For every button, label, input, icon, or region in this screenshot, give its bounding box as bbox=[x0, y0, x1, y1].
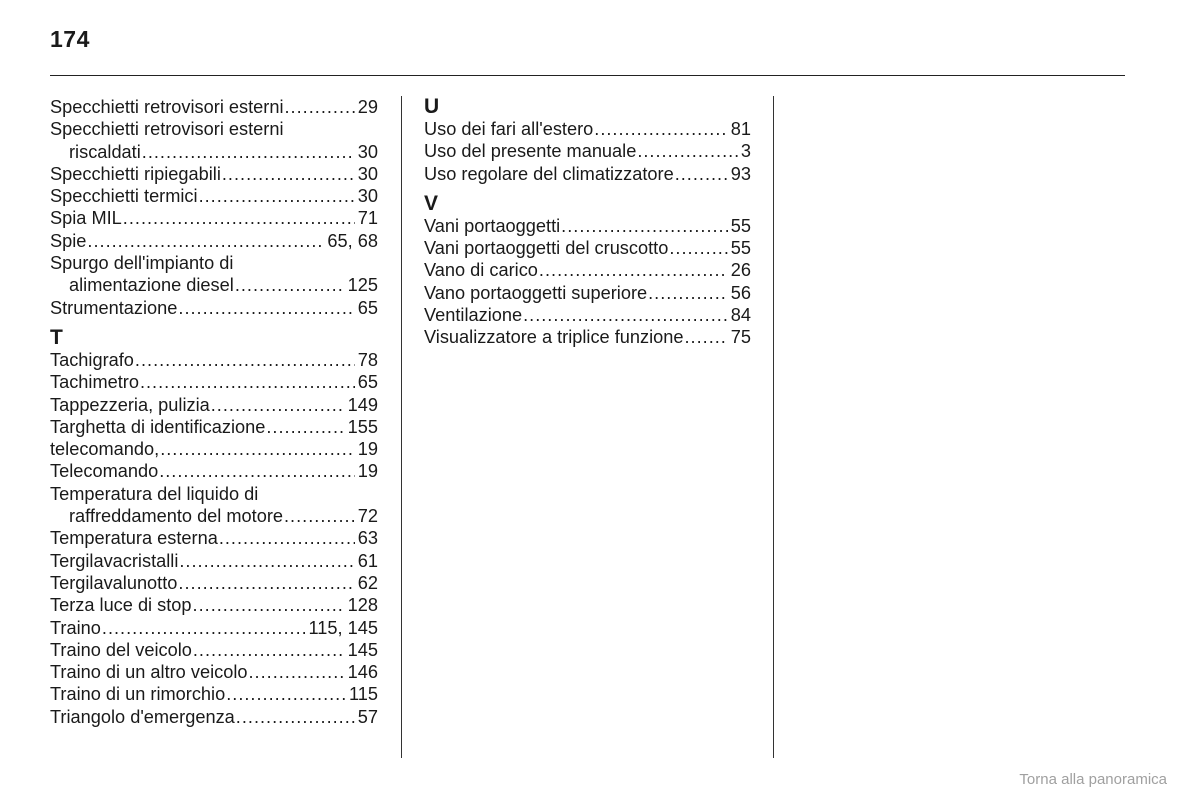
entry-page-number: 128 bbox=[347, 595, 378, 616]
dot-leader bbox=[285, 96, 355, 118]
entry-page-number: 30 bbox=[357, 186, 378, 207]
index-entry[interactable] bbox=[50, 460, 378, 482]
entry-term: Traino di un altro veicolo bbox=[50, 662, 248, 683]
back-to-overview-link[interactable]: Torna alla panoramica bbox=[1019, 771, 1167, 788]
entry-term: Terza luce di stop bbox=[50, 595, 192, 616]
entry-continuation-line bbox=[50, 141, 378, 163]
dot-leader bbox=[193, 594, 345, 616]
index-entry[interactable] bbox=[50, 185, 378, 207]
dot-leader bbox=[594, 118, 728, 140]
entry-page-number: 19 bbox=[357, 461, 378, 482]
index-entry[interactable] bbox=[424, 140, 751, 162]
dot-leader bbox=[222, 163, 355, 185]
index-entry[interactable] bbox=[424, 259, 751, 281]
entry-term: Tachigrafo bbox=[50, 349, 134, 370]
entry-page-number: 65, 68 bbox=[327, 230, 378, 251]
entry-page-number: 19 bbox=[357, 439, 378, 460]
entry-term: Ventilazione bbox=[424, 305, 523, 326]
entry-term: Vano di carico bbox=[424, 260, 538, 281]
index-entry[interactable] bbox=[50, 163, 378, 185]
index-entry[interactable] bbox=[50, 572, 378, 594]
entry-page-number: 57 bbox=[357, 706, 378, 727]
entry-term-continuation: alimentazione diesel bbox=[69, 275, 234, 296]
entry-page-number: 93 bbox=[730, 163, 751, 184]
entry-page-number: 81 bbox=[730, 119, 751, 139]
entry-page-number: 26 bbox=[730, 260, 751, 281]
dot-leader bbox=[87, 230, 324, 252]
entry-term: Uso regolare del climatizzatore bbox=[424, 163, 674, 184]
dot-leader bbox=[284, 505, 355, 527]
index-group-u bbox=[424, 118, 751, 185]
dot-leader bbox=[102, 617, 306, 639]
entry-continuation-line bbox=[50, 274, 378, 296]
entry-term: telecomando, bbox=[50, 439, 160, 460]
index-entry[interactable] bbox=[50, 349, 378, 371]
entry-page-number: 29 bbox=[357, 97, 378, 117]
dot-leader bbox=[199, 185, 355, 207]
entry-term: Spurgo dell'impianto di bbox=[50, 253, 234, 274]
entry-term: Specchietti retrovisori esterni bbox=[50, 97, 284, 117]
index-entry[interactable] bbox=[50, 527, 378, 549]
entry-term: Vani portaoggetti del cruscotto bbox=[424, 238, 669, 259]
index-entry[interactable] bbox=[50, 230, 378, 252]
index-entry[interactable] bbox=[50, 661, 378, 683]
entry-term: Specchietti termici bbox=[50, 186, 198, 207]
entry-page-number: 30 bbox=[357, 163, 378, 184]
dot-leader bbox=[193, 639, 345, 661]
entry-term: Spia MIL bbox=[50, 208, 122, 229]
entry-term: Vano portaoggetti superiore bbox=[424, 282, 648, 303]
entry-term-continuation: raffreddamento del motore bbox=[69, 506, 283, 527]
index-entry[interactable] bbox=[50, 483, 378, 528]
entry-term: Tergilavacristalli bbox=[50, 550, 179, 571]
index-group-s bbox=[50, 96, 378, 319]
index-letter-t: T bbox=[50, 325, 63, 349]
dot-leader bbox=[123, 207, 355, 229]
index-letter-u: U bbox=[424, 95, 440, 118]
index-entry[interactable] bbox=[50, 683, 378, 705]
index-group-v bbox=[424, 215, 751, 349]
entry-term: Tachimetro bbox=[50, 372, 139, 393]
entry-term: Traino bbox=[50, 617, 101, 638]
entry-page-number: 65 bbox=[357, 372, 378, 393]
entry-term: Uso dei fari all'estero bbox=[424, 119, 594, 139]
index-entry[interactable] bbox=[50, 394, 378, 416]
index-entry[interactable] bbox=[424, 118, 751, 140]
index-entry[interactable] bbox=[424, 282, 751, 304]
entry-term: Specchietti ripiegabili bbox=[50, 163, 221, 184]
index-entry[interactable] bbox=[50, 639, 378, 661]
entry-term: Spie bbox=[50, 230, 87, 251]
dot-leader bbox=[539, 259, 728, 281]
index-entry[interactable] bbox=[424, 304, 751, 326]
dot-leader bbox=[178, 572, 354, 594]
entry-page-number: 78 bbox=[357, 349, 378, 370]
dot-leader bbox=[523, 304, 728, 326]
entry-term: Vani portaoggetti bbox=[424, 215, 561, 236]
entry-term: Visualizzatore a triplice funzione bbox=[424, 327, 684, 348]
entry-page-number: 61 bbox=[357, 550, 378, 571]
dot-leader bbox=[211, 394, 345, 416]
entry-term: Tappezzeria, pulizia bbox=[50, 394, 210, 415]
dot-leader bbox=[178, 297, 354, 319]
entry-term: Targhetta di identificazione bbox=[50, 416, 266, 437]
dot-leader bbox=[561, 215, 728, 237]
index-entry[interactable] bbox=[50, 297, 378, 319]
index-entry[interactable] bbox=[50, 118, 378, 163]
entry-page-number: 55 bbox=[730, 238, 751, 259]
index-entry[interactable] bbox=[50, 371, 378, 393]
entry-page-number: 75 bbox=[730, 327, 751, 348]
dot-leader bbox=[248, 661, 344, 683]
dot-leader bbox=[266, 416, 344, 438]
dot-leader bbox=[684, 326, 727, 348]
dot-leader bbox=[179, 550, 354, 572]
dot-leader bbox=[226, 683, 346, 705]
index-entry[interactable] bbox=[50, 438, 378, 460]
entry-term: Tergilavalunotto bbox=[50, 572, 178, 593]
entry-term: Specchietti retrovisori esterni bbox=[50, 119, 284, 140]
entry-page-number: 56 bbox=[730, 282, 751, 303]
index-entry[interactable] bbox=[50, 550, 378, 572]
dot-leader bbox=[219, 527, 355, 549]
entry-page-number: 71 bbox=[357, 208, 378, 229]
dot-leader bbox=[235, 274, 345, 296]
entry-page-number: 125 bbox=[347, 275, 378, 296]
entry-page-number: 84 bbox=[730, 305, 751, 326]
entry-page-number: 72 bbox=[357, 506, 378, 527]
index-column-2 bbox=[424, 96, 751, 349]
dot-leader bbox=[648, 282, 728, 304]
index-group-t bbox=[50, 349, 378, 728]
entry-term: Triangolo d'emergenza bbox=[50, 706, 235, 727]
column-divider bbox=[401, 96, 402, 758]
dot-leader bbox=[135, 349, 355, 371]
entry-page-number: 3 bbox=[740, 141, 751, 162]
index-entry[interactable] bbox=[424, 326, 751, 348]
dot-leader bbox=[236, 706, 355, 728]
entry-term: Telecomando bbox=[50, 461, 159, 482]
dot-leader bbox=[637, 140, 738, 162]
entry-term: Uso del presente manuale bbox=[424, 141, 637, 162]
entry-page-number: 146 bbox=[347, 662, 378, 683]
entry-page-number: 149 bbox=[347, 394, 378, 415]
entry-page-number: 155 bbox=[347, 416, 378, 437]
index-entry[interactable] bbox=[50, 706, 378, 728]
dot-leader bbox=[669, 237, 727, 259]
entry-page-number: 63 bbox=[357, 528, 378, 549]
entry-term: Traino del veicolo bbox=[50, 639, 192, 660]
entry-page-number: 30 bbox=[357, 141, 378, 162]
index-entry[interactable] bbox=[50, 96, 378, 118]
index-entry[interactable] bbox=[50, 416, 378, 438]
header-rule bbox=[50, 75, 1125, 76]
index-entry[interactable] bbox=[50, 594, 378, 616]
dot-leader bbox=[675, 163, 728, 185]
entry-term-continuation: riscaldati bbox=[69, 141, 141, 162]
index-entry[interactable] bbox=[424, 237, 751, 259]
entry-page-number: 55 bbox=[730, 215, 751, 236]
index-entry[interactable] bbox=[424, 215, 751, 237]
entry-page-number: 62 bbox=[357, 572, 378, 593]
index-entry[interactable] bbox=[50, 617, 378, 639]
index-entry[interactable] bbox=[50, 207, 378, 229]
index-entry[interactable] bbox=[424, 163, 751, 185]
page-number: 174 bbox=[50, 26, 90, 52]
entry-term: Traino di un rimorchio bbox=[50, 684, 226, 705]
index-column-1 bbox=[50, 96, 378, 728]
entry-term: Temperatura esterna bbox=[50, 528, 218, 549]
dot-leader bbox=[160, 438, 355, 460]
entry-page-number: 145 bbox=[347, 639, 378, 660]
entry-continuation-line bbox=[50, 505, 378, 527]
entry-page-number: 65 bbox=[357, 297, 378, 318]
dot-leader bbox=[159, 460, 355, 482]
entry-term: Strumentazione bbox=[50, 297, 178, 318]
dot-leader bbox=[142, 141, 355, 163]
dot-leader bbox=[140, 371, 355, 393]
column-divider bbox=[773, 96, 774, 758]
index-letter-v: V bbox=[424, 191, 439, 215]
index-entry[interactable] bbox=[50, 252, 378, 297]
entry-page-number: 115, 145 bbox=[308, 617, 378, 638]
entry-term: Temperatura del liquido di bbox=[50, 483, 259, 504]
entry-page-number: 115 bbox=[349, 684, 378, 705]
